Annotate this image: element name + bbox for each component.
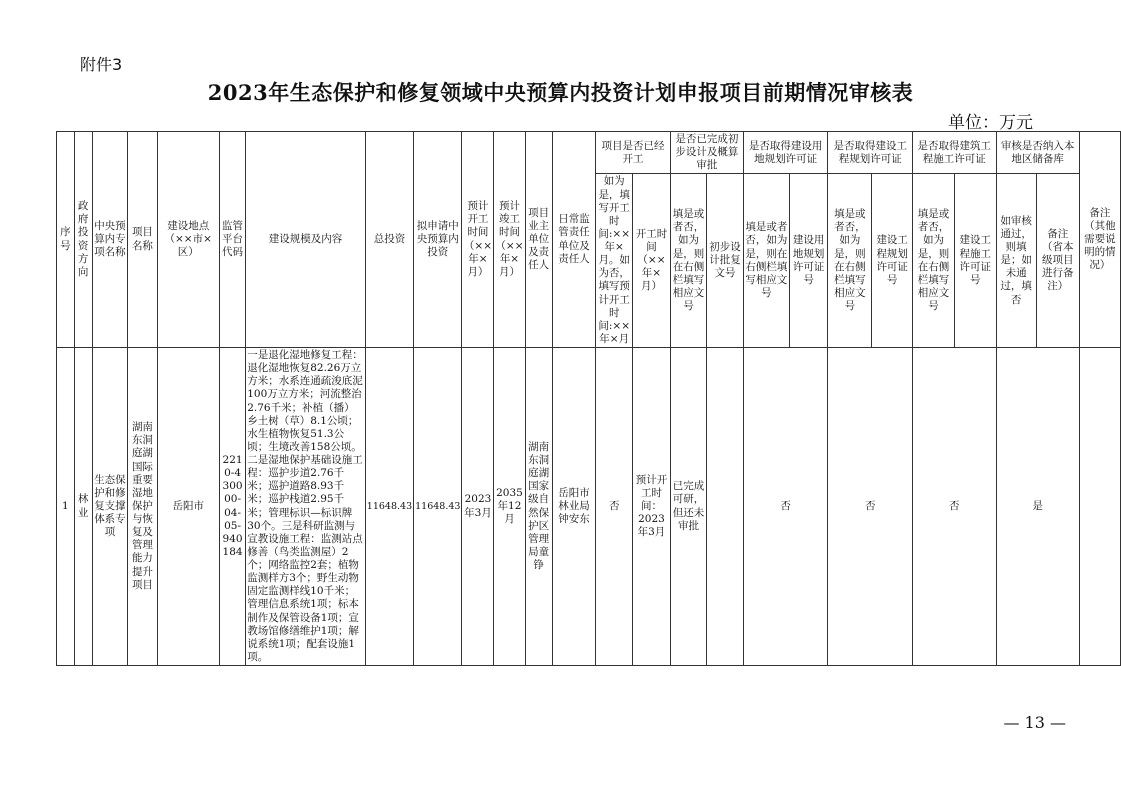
header-project-name: 项目名称 bbox=[128, 132, 157, 348]
header-started-fill: 如为是，填写开工时间:××年×月。如为否，填写预计开工时间:××年×月 bbox=[596, 174, 633, 348]
cell-direction: 林业 bbox=[74, 348, 92, 666]
cell-fund-name: 生态保护和修复支撑体系专项 bbox=[92, 348, 128, 666]
header-build-doc: 建设工程施工许可证号 bbox=[955, 174, 997, 348]
cell-platform-code: 2210-430000-04-05-940184 bbox=[219, 348, 245, 666]
header-fund-name: 中央预算内专项名称 bbox=[92, 132, 128, 348]
header-reserve-fill: 如审核通过，则填是；如未通过，填否 bbox=[996, 174, 1036, 348]
cell-build: 否 bbox=[912, 348, 996, 666]
header-started-time: 开工时间（××年×月） bbox=[633, 174, 671, 348]
header-platform-code: 监管平台代码 bbox=[219, 132, 245, 348]
cell-end-date: 2035年12月 bbox=[494, 348, 525, 666]
cell-seq: 1 bbox=[57, 348, 75, 666]
table-row bbox=[57, 348, 1121, 666]
header-eng-doc: 建设工程规划许可证号 bbox=[872, 174, 913, 348]
attachment-label: 附件3 bbox=[80, 55, 123, 74]
page-number: — 13 — bbox=[1003, 713, 1066, 732]
header-eng-group: 是否取得建设工程规划许可证 bbox=[828, 132, 913, 174]
cell-land: 否 bbox=[743, 348, 828, 666]
header-end-date: 预计竣工时间（××年×月） bbox=[494, 132, 525, 348]
cell-remarks bbox=[1079, 348, 1120, 666]
header-remarks: 备注（其他需要说明的情况） bbox=[1079, 132, 1120, 348]
header-land-group: 是否取得建设用地规划许可证 bbox=[743, 132, 828, 174]
unit-label: 单位：万元 bbox=[948, 113, 1033, 133]
cell-total-investment: 11648.43 bbox=[365, 348, 413, 666]
cell-design: 已完成可研，但还未审批 bbox=[670, 348, 706, 666]
header-scope: 建设规模及内容 bbox=[246, 132, 366, 348]
cell-started-time: 预计开工时间：2023年3月 bbox=[633, 348, 671, 666]
header-reserve-note: 备注（省本级项目进行备注） bbox=[1036, 174, 1079, 348]
cell-eng: 否 bbox=[828, 348, 913, 666]
header-build-fill: 填是或者否，如为是，则在右侧栏填写相应文号 bbox=[912, 174, 954, 348]
cell-scope: 一是退化湿地修复工程：退化湿地恢复82.26万立方米；水系连通疏浚底泥100万立方米；河流整治2.76千米；补植（播）乡土树（草）8.1公顷；水生植物恢复51.3公顷；生境改善158公顷。二是湿地保护基础设施工程：巡护步道2.76千米；巡护道路8.93千米；巡护栈道2.95千米；管理标识—标识牌30个。三是科研监测与宣教设施工程：监测站点修善（鸟类监测屋）2个；网络监控2套；植物监测样方3个；野生动物固定监测样线10千米；管理信息系统1项；标本制作及保管设备1项；宣教场馆修缮维护1项；解说系统1项；配套设施1项。 bbox=[246, 348, 366, 666]
cell-owner: 湖南东洞庭湖国家级自然保护区管理局童铮 bbox=[525, 348, 552, 666]
header-design-group: 是否已完成初步设计及概算审批 bbox=[670, 132, 743, 174]
header-total-investment: 总投资 bbox=[365, 132, 413, 348]
header-start-date: 预计开工时间（××年×月） bbox=[462, 132, 494, 348]
header-eng-fill: 填是或者否，如为是，则在右侧栏填写相应文号 bbox=[828, 174, 872, 348]
document-title: 2023年生态保护和修复领域中央预算内投资计划申报项目前期情况审核表 bbox=[207, 80, 914, 105]
header-seq: 序号 bbox=[57, 132, 75, 348]
header-land-fill: 填是或者否，如为是，则在右侧栏填写相应文号 bbox=[743, 174, 789, 348]
header-location: 建设地点（××市×区） bbox=[157, 132, 219, 348]
cell-start-date: 2023年3月 bbox=[462, 348, 494, 666]
review-table bbox=[56, 131, 1121, 666]
cell-started: 否 bbox=[596, 348, 633, 666]
header-design-fill: 填是或者否，如为是，则在右侧栏填写相应文号 bbox=[670, 174, 706, 348]
cell-supervisor: 岳阳市林业局钟安东 bbox=[552, 348, 595, 666]
header-reserve-group: 审核是否纳入本地区储备库 bbox=[996, 132, 1079, 174]
header-build-group: 是否取得建筑工程施工许可证 bbox=[912, 132, 996, 174]
cell-location: 岳阳市 bbox=[157, 348, 219, 666]
cell-design-doc bbox=[707, 348, 744, 666]
header-started-group: 项目是否已经开工 bbox=[596, 132, 671, 174]
cell-project-name: 湖南东洞庭湖国际重要湿地保护与恢复及管理能力提升项目 bbox=[128, 348, 157, 666]
header-land-doc: 建设用地规划许可证号 bbox=[789, 174, 828, 348]
cell-central-investment: 11648.43 bbox=[414, 348, 462, 666]
header-design-doc: 初步设计批复文号 bbox=[707, 174, 744, 348]
header-supervisor: 日常监管责任单位及责任人 bbox=[552, 132, 595, 348]
cell-reserve: 是 bbox=[996, 348, 1079, 666]
header-direction: 政府投资方向 bbox=[74, 132, 92, 348]
header-central-investment: 拟申请中央预算内投资 bbox=[414, 132, 462, 348]
header-owner: 项目业主单位及责任人 bbox=[525, 132, 552, 348]
